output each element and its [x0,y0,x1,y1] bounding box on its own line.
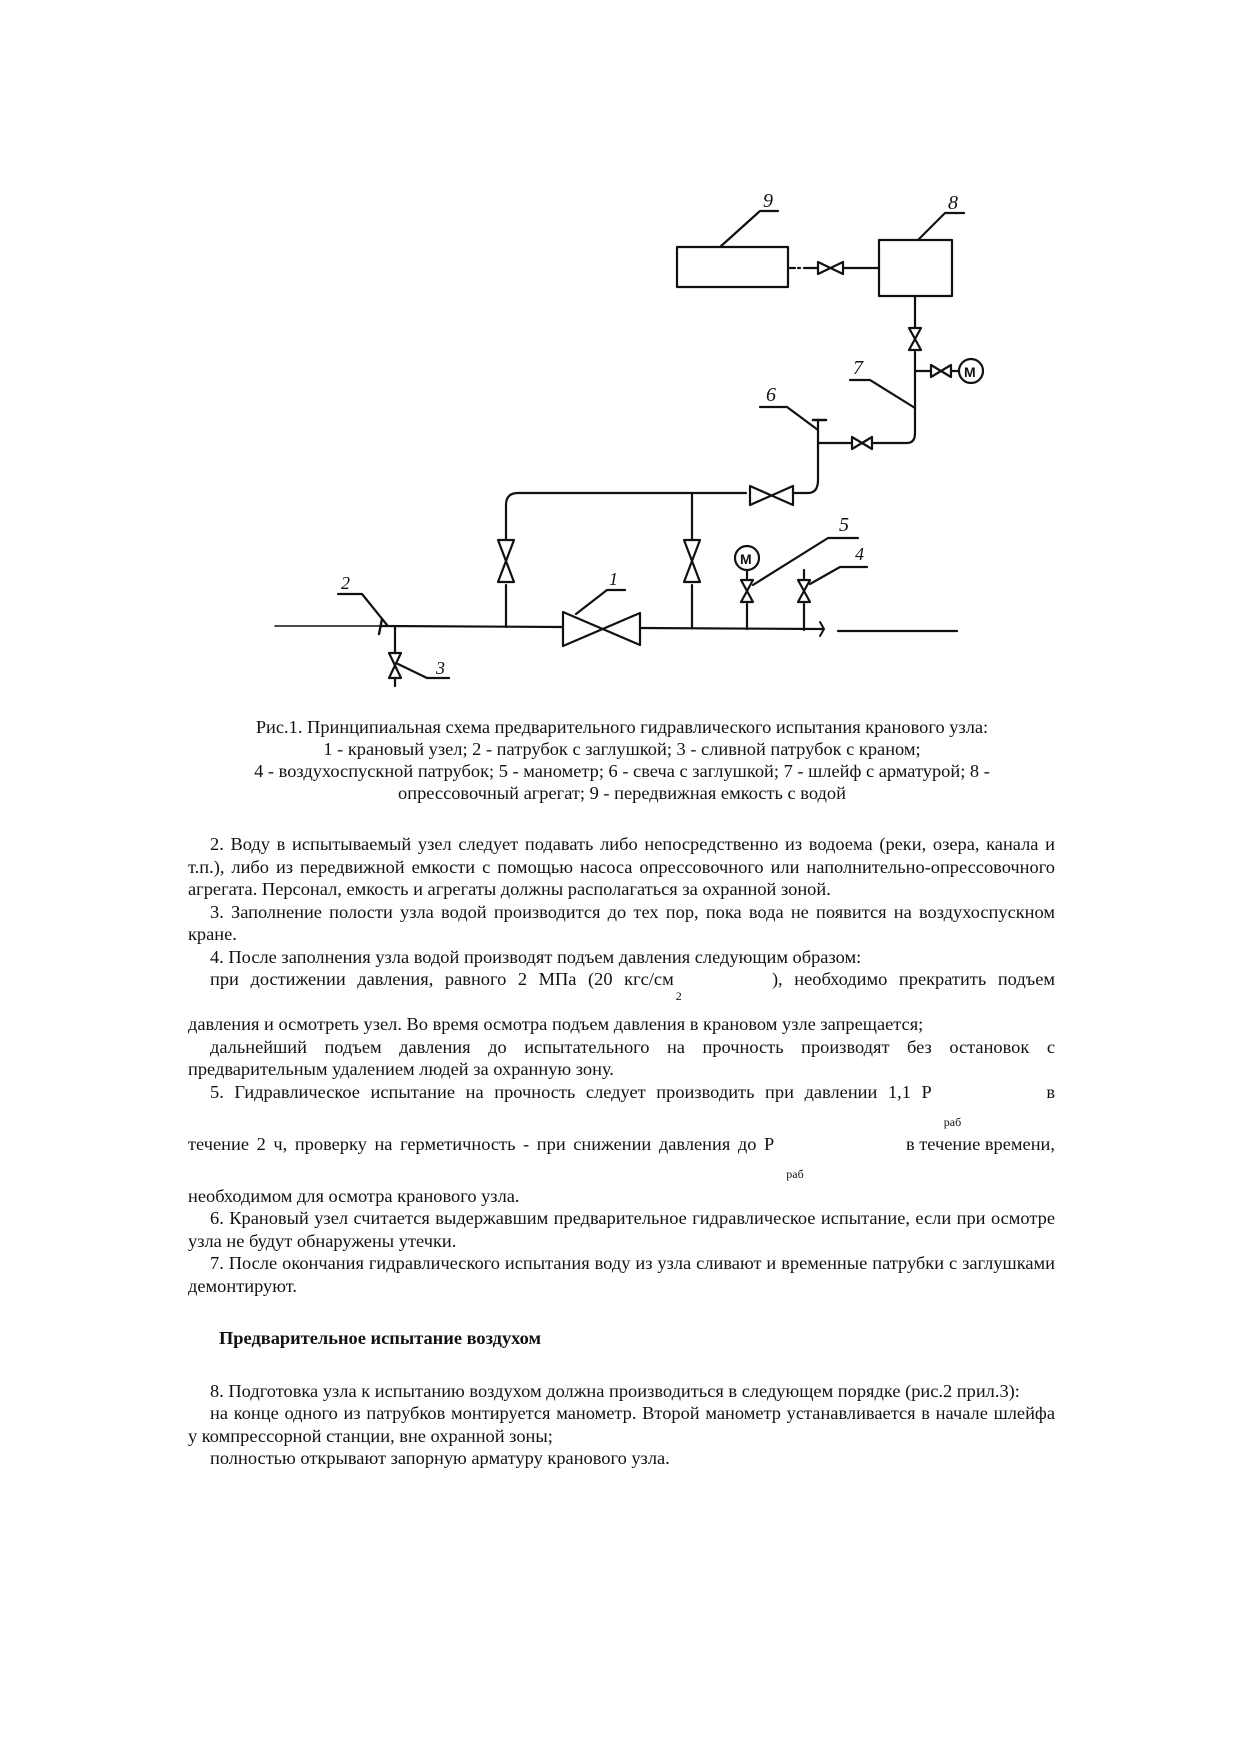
p4a-text-end: ), необходимо прекратить подъем [771,969,1055,989]
p5-text-1-end: в [1046,1081,1055,1102]
label-6: 6 [766,384,776,406]
label-7: 7 [853,357,863,379]
paragraph-4a-line1 [188,968,1055,1013]
paragraph-8b: полностью открывают запорную арматуру кранового узла. [210,1448,670,1468]
figure-schematic [0,0,1240,700]
manometer-symbol: М [964,364,976,380]
paragraph-3: 3. Заполнение полости узла водой производится до тех пор, пока вода не появится на воздухоспускном кране. [188,901,1055,944]
caption-line-1: Рис.1. Принципиальная схема предварительного гидравлического испытания кранового узла: [255,717,989,737]
label-8: 8 [948,192,958,214]
p5-text-2: течение 2 ч, проверку на герметичность - при снижении давления до Р [188,1133,775,1154]
label-2: 2 [341,573,350,593]
figure-caption [188,716,1056,804]
paragraph-7: 7. После окончания гидравлического испытания воду из узла сливают и временные патрубки с заглушками демонтируют. [188,1253,1055,1296]
p4a-superscript: 2 [675,989,682,1003]
paragraph-8a: на конце одного из патрубков монтируется манометр. Второй манометр устанавливается в начале шлейфа у компрессорной станции, вне охранной зоны; [188,1403,1055,1446]
caption-line-3: 4 - воздухоспускной патрубок; 5 - манометр; 6 - свеча с заглушкой; 7 - шлейф с арматурой; 8 - [254,761,990,781]
caption-line-2: 1 - крановый узел; 2 - патрубок с заглушкой; 3 - сливной патрубок с краном; [323,739,921,759]
label-1: 1 [609,569,618,589]
p4a-text-start: при достижении давления, равного 2 МПа (20 кгс/см [210,969,674,989]
paragraph-2: 2. Воду в испытываемый узел следует подавать либо непосредственно из водоема (реки, озера, канала и т.п.), либо из передвижной емкости с помощью насоса опрессовочного или наполнительно-опрессовочного агрегата. Персонал, емкость и агрегаты должны располагаться за охранной зоной. [188,834,1055,899]
p5-subscript-1: раб [943,1114,962,1129]
manometer-symbol-5: М [740,551,752,567]
paragraph-4: 4. После заполнения узла водой производят подъем давления следующим образом: [210,946,862,967]
p5-text-2-end: в течение времени, [905,1133,1055,1154]
label-5: 5 [839,514,849,536]
paragraph-4b: дальнейший подъем давления до испытательного на прочность производят без остановок с предварительным удалением людей за охранную зону. [188,1036,1055,1079]
label-9: 9 [763,190,773,212]
paragraph-5-line1 [188,1081,1055,1133]
label-3: 3 [436,658,445,678]
paragraph-5-line3: необходимом для осмотра кранового узла. [188,1185,520,1206]
paragraph-8: 8. Подготовка узла к испытанию воздухом должна производиться в следующем порядке (рис.2 прил.3): [210,1380,1020,1401]
paragraph-4a-cont: давления и осмотреть узел. Во время осмотра подъем давления в крановом узле запрещается; [188,1014,924,1034]
section-heading: Предварительное испытание воздухом [219,1328,542,1348]
paragraph-5-line2 [188,1133,1055,1185]
paragraph-6: 6. Крановый узел считается выдержавшим предварительное гидравлическое испытание, если при осмотре узла не будут обнаружены утечки. [188,1208,1055,1251]
hydraulic-test-diagram [0,0,1240,700]
caption-line-4: опрессовочный агрегат; 9 - передвижная емкость с водой [398,783,846,803]
p5-subscript-2: раб [786,1166,804,1181]
label-4: 4 [855,544,864,564]
document-body [188,833,1055,1470]
p5-text-1: 5. Гидравлическое испытание на прочность следует производить при давлении 1,1 Р [210,1081,932,1102]
